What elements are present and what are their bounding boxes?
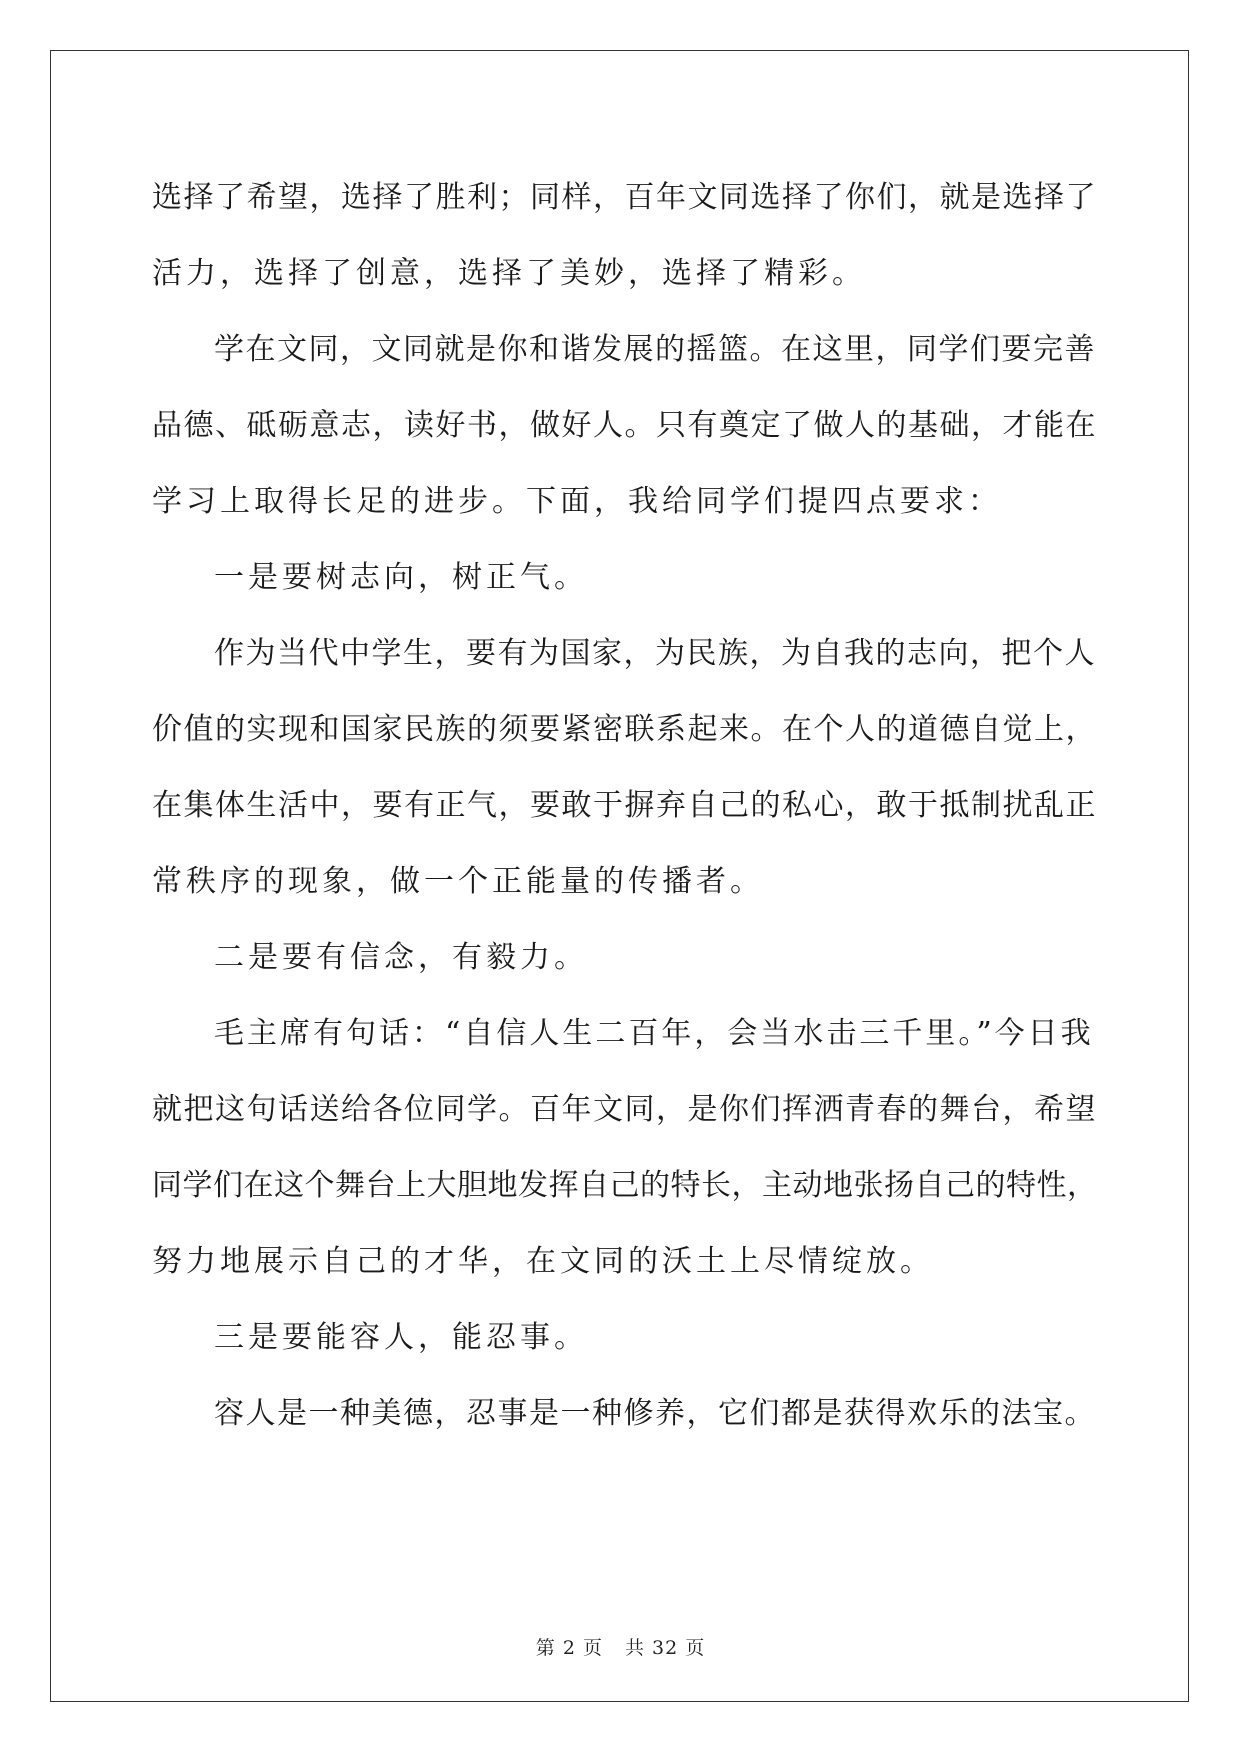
paragraph-start-line: 作为当代中学生，要有为国家，为民族，为自我的志向，把个人 [214, 636, 1096, 671]
text-line: 就把这句话送给各位同学。百年文同，是你们挥洒青春的舞台，希望 [152, 1092, 1097, 1127]
page-total: 共 32 页 [624, 1637, 706, 1659]
page-number: 第 2 页 [535, 1637, 603, 1659]
text-line: 品德、砥砺意志，读好书，做好人。只有奠定了做人的基础，才能在 [152, 408, 1097, 443]
text-line: 同学们在这个舞台上大胆地发挥自己的特长，主动地张扬自己的特性， [152, 1168, 1098, 1203]
text-line: 价值的实现和国家民族的须要紧密联系起来。在个人的道德自觉上， [152, 712, 1097, 747]
document-body [152, 160, 1102, 1452]
text-line: 选择了希望，选择了胜利；同样，百年文同选择了你们，就是选择了 [152, 180, 1097, 215]
section-heading-2: 二是要有信念，有毅力。 [214, 940, 588, 975]
section-heading-1: 一是要树志向，树正气。 [214, 560, 588, 595]
paragraph-start-line: 学在文同，文同就是你和谐发展的摇篮。在这里，同学们要完善 [214, 332, 1096, 367]
paragraph-start-line: 容人是一种美德，忍事是一种修养，它们都是获得欢乐的法宝。 [214, 1396, 1096, 1431]
text-line: 努力地展示自己的才华，在文同的沃土上尽情绽放。 [152, 1244, 934, 1279]
text-line: 常秩序的现象，做一个正能量的传播者。 [152, 864, 764, 899]
text-line: 学习上取得长足的进步。下面，我给同学们提四点要求： [152, 484, 1002, 519]
text-line: 在集体生活中，要有正气，要敢于摒弃自己的私心，敢于抵制扰乱正 [152, 788, 1097, 823]
paragraph-start-line: 毛主席有句话：“自信人生二百年，会当水击三千里。”今日我 [214, 1016, 1094, 1051]
section-heading-3: 三是要能容人，能忍事。 [214, 1320, 588, 1355]
text-line: 活力，选择了创意，选择了美妙，选择了精彩。 [152, 256, 866, 291]
page-footer [0, 1633, 1241, 1660]
